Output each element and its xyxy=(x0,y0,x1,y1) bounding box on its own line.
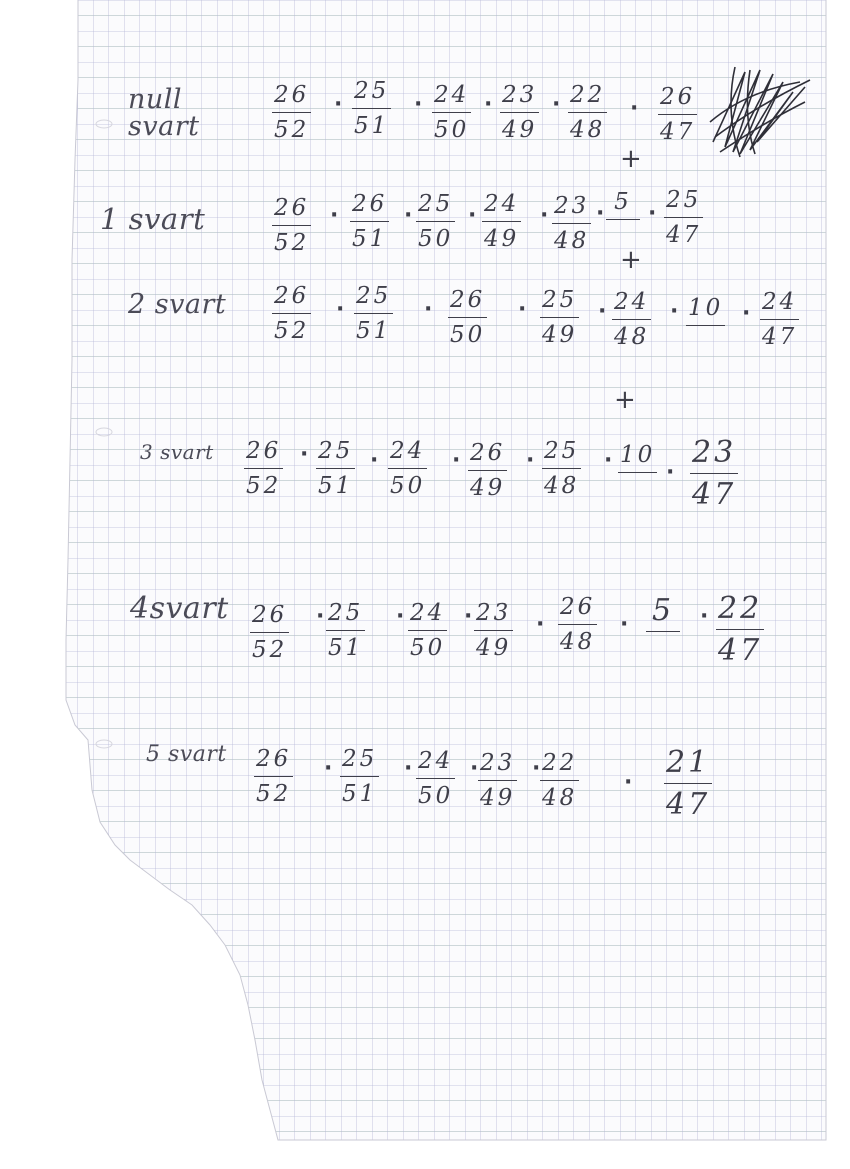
row-5-svart xyxy=(0,740,850,840)
fraction xyxy=(606,191,640,226)
multiply-dot: · xyxy=(424,297,433,322)
multiply-dot: · xyxy=(540,203,549,228)
numerator: 22 xyxy=(542,750,578,776)
multiply-dot: · xyxy=(670,299,679,324)
denominator: 52 xyxy=(252,637,288,663)
fraction xyxy=(542,440,581,498)
fraction-bar xyxy=(408,630,447,631)
fraction xyxy=(326,602,365,660)
fraction-bar xyxy=(540,780,579,781)
multiply-dot: · xyxy=(316,604,325,629)
denominator: 50 xyxy=(418,783,454,809)
denominator: 52 xyxy=(274,318,310,344)
fraction-bar xyxy=(474,630,513,631)
multiply-dot: · xyxy=(596,201,605,226)
multiply-dot: · xyxy=(464,604,473,629)
fraction xyxy=(540,289,579,347)
row-label: null svart xyxy=(128,84,200,142)
plus-sign: + xyxy=(620,144,642,174)
row-4-svart xyxy=(0,590,850,690)
multiply-dot: · xyxy=(334,92,343,117)
denominator: 50 xyxy=(390,473,426,499)
fraction-bar xyxy=(540,317,579,318)
numerator: 5 xyxy=(651,593,675,628)
fraction xyxy=(272,197,311,255)
denominator: 48 xyxy=(570,117,606,143)
fraction xyxy=(664,189,703,247)
denominator: 51 xyxy=(354,113,390,139)
numerator: 21 xyxy=(666,745,711,780)
fraction-bar xyxy=(612,319,651,320)
fraction xyxy=(568,84,607,142)
multiply-dot: · xyxy=(300,442,309,467)
denominator: 51 xyxy=(328,635,364,661)
multiply-dot: · xyxy=(404,203,413,228)
fraction-bar xyxy=(478,780,517,781)
multiply-dot: · xyxy=(414,92,423,117)
fraction-bar xyxy=(340,776,379,777)
fraction xyxy=(250,604,289,662)
fraction xyxy=(664,745,712,822)
fraction xyxy=(272,84,311,142)
fraction xyxy=(272,285,311,343)
denominator: 49 xyxy=(484,226,520,252)
row-2-svart xyxy=(0,283,850,415)
numerator: 23 xyxy=(692,435,737,470)
numerator: 25 xyxy=(342,746,378,772)
fraction-bar xyxy=(244,468,283,469)
numerator: 26 xyxy=(252,602,288,628)
denominator: 51 xyxy=(342,781,378,807)
fraction-bar xyxy=(388,468,427,469)
fraction xyxy=(760,291,799,349)
row-1-svart xyxy=(0,185,850,285)
denominator: 50 xyxy=(450,322,486,348)
multiply-dot: · xyxy=(536,612,545,637)
fraction xyxy=(474,602,513,660)
fraction xyxy=(448,289,487,347)
row-3-svart xyxy=(0,435,850,538)
fraction-bar xyxy=(646,631,680,632)
fraction-bar xyxy=(716,629,764,630)
fraction-bar xyxy=(500,112,539,113)
fraction-bar xyxy=(354,313,393,314)
numerator: 26 xyxy=(660,84,696,110)
denominator: 52 xyxy=(256,781,292,807)
numerator: 10 xyxy=(688,295,724,321)
denominator: 47 xyxy=(666,787,711,822)
fraction-bar xyxy=(448,317,487,318)
denominator: 49 xyxy=(542,322,578,348)
fraction xyxy=(468,442,507,500)
fraction-bar xyxy=(350,221,389,222)
multiply-dot: · xyxy=(330,203,339,228)
multiply-dot: · xyxy=(552,92,561,117)
numerator: 22 xyxy=(718,591,763,626)
row-label: 1 svart xyxy=(100,202,206,236)
fraction-bar xyxy=(432,112,471,113)
multiply-dot: · xyxy=(598,299,607,324)
multiply-dot: · xyxy=(526,448,535,473)
fraction xyxy=(254,748,293,806)
numerator: 26 xyxy=(450,287,486,313)
fraction-bar xyxy=(272,225,311,226)
fraction-bar xyxy=(416,221,455,222)
numerator: 23 xyxy=(476,600,512,626)
fraction xyxy=(354,285,393,343)
denominator: 51 xyxy=(352,226,388,252)
numerator: 24 xyxy=(762,289,798,315)
denominator: 52 xyxy=(274,230,310,256)
fraction xyxy=(388,440,427,498)
multiply-dot: · xyxy=(404,756,413,781)
denominator: 49 xyxy=(470,475,506,501)
multiply-dot: · xyxy=(518,297,527,322)
denominator: 47 xyxy=(762,324,798,350)
numerator: 10 xyxy=(620,442,656,468)
numerator: 5 xyxy=(614,189,632,215)
multiply-dot: · xyxy=(370,448,379,473)
fraction-bar xyxy=(568,112,607,113)
numerator: 26 xyxy=(256,746,292,772)
fraction-bar xyxy=(326,630,365,631)
fraction xyxy=(416,750,455,808)
denominator: 52 xyxy=(246,473,282,499)
fraction-bar xyxy=(482,221,521,222)
fraction-bar xyxy=(664,783,712,784)
denominator: 47 xyxy=(666,222,702,248)
fraction-bar xyxy=(690,473,738,474)
plus-sign: + xyxy=(614,385,636,415)
fraction xyxy=(558,596,597,654)
fraction-bar xyxy=(272,313,311,314)
fraction xyxy=(500,84,539,142)
fraction-bar xyxy=(552,223,591,224)
denominator: 52 xyxy=(274,117,310,143)
numerator: 24 xyxy=(434,82,470,108)
fraction xyxy=(618,444,657,479)
multiply-dot: · xyxy=(532,756,541,781)
row-label: 4svart xyxy=(130,591,229,626)
fraction-bar xyxy=(664,217,703,218)
numerator: 24 xyxy=(614,289,650,315)
numerator: 25 xyxy=(418,191,454,217)
fraction-bar xyxy=(606,219,640,220)
fraction xyxy=(408,602,447,660)
fraction-bar xyxy=(658,114,697,115)
numerator: 25 xyxy=(318,438,354,464)
numerator: 25 xyxy=(542,287,578,313)
fraction-bar xyxy=(542,468,581,469)
denominator: 48 xyxy=(544,473,580,499)
fraction xyxy=(244,440,283,498)
denominator: 47 xyxy=(692,477,737,512)
numerator: 22 xyxy=(570,82,606,108)
numerator: 25 xyxy=(354,78,390,104)
fraction xyxy=(612,291,651,349)
denominator: 47 xyxy=(660,119,696,145)
multiply-dot: · xyxy=(468,203,477,228)
numerator: 24 xyxy=(390,438,426,464)
fraction xyxy=(478,752,517,810)
fraction-bar xyxy=(316,468,355,469)
numerator: 26 xyxy=(560,594,596,620)
denominator: 48 xyxy=(554,228,590,254)
numerator: 26 xyxy=(352,191,388,217)
numerator: 26 xyxy=(246,438,282,464)
fraction-bar xyxy=(618,472,657,473)
multiply-dot: · xyxy=(624,770,633,795)
fraction xyxy=(416,193,455,251)
fraction-bar xyxy=(254,776,293,777)
denominator: 51 xyxy=(356,318,392,344)
multiply-dot: · xyxy=(604,448,613,473)
numerator: 26 xyxy=(274,195,310,221)
fraction xyxy=(350,193,389,251)
row-label: 3 svart xyxy=(140,440,214,464)
multiply-dot: · xyxy=(630,96,639,121)
denominator: 51 xyxy=(318,473,354,499)
fraction-bar xyxy=(352,108,391,109)
fraction-bar xyxy=(558,624,597,625)
numerator: 23 xyxy=(554,193,590,219)
fraction-bar xyxy=(272,112,311,113)
fraction xyxy=(552,195,591,253)
denominator: 50 xyxy=(434,117,470,143)
denominator: 47 xyxy=(718,633,763,668)
fraction-bar xyxy=(760,319,799,320)
denominator: 48 xyxy=(542,785,578,811)
numerator: 26 xyxy=(470,440,506,466)
numerator: 26 xyxy=(274,82,310,108)
multiply-dot: · xyxy=(324,756,333,781)
multiply-dot: · xyxy=(666,460,675,485)
denominator: 49 xyxy=(480,785,516,811)
multiply-dot: · xyxy=(336,297,345,322)
denominator: 49 xyxy=(502,117,538,143)
fraction xyxy=(646,593,680,638)
denominator: 48 xyxy=(614,324,650,350)
multiply-dot: · xyxy=(620,612,629,637)
row-label: 2 svart xyxy=(128,289,227,320)
scribble-mark xyxy=(705,62,815,162)
denominator: 48 xyxy=(560,629,596,655)
fraction xyxy=(432,84,471,142)
multiply-dot: · xyxy=(452,448,461,473)
numerator: 25 xyxy=(544,438,580,464)
numerator: 24 xyxy=(484,191,520,217)
numerator: 25 xyxy=(356,283,392,309)
denominator: 49 xyxy=(476,635,512,661)
numerator: 24 xyxy=(410,600,446,626)
fraction xyxy=(540,752,579,810)
multiply-dot: · xyxy=(484,92,493,117)
numerator: 24 xyxy=(418,748,454,774)
numerator: 25 xyxy=(666,187,702,213)
numerator: 25 xyxy=(328,600,364,626)
multiply-dot: · xyxy=(648,201,657,226)
row-label: 5 svart xyxy=(146,742,227,767)
fraction xyxy=(716,591,764,668)
multiply-dot: · xyxy=(700,604,709,629)
multiply-dot: · xyxy=(742,301,751,326)
fraction xyxy=(340,748,379,806)
fraction xyxy=(482,193,521,251)
fraction-bar xyxy=(250,632,289,633)
numerator: 23 xyxy=(480,750,516,776)
denominator: 50 xyxy=(410,635,446,661)
fraction-bar xyxy=(468,470,507,471)
fraction xyxy=(658,86,697,144)
fraction xyxy=(686,297,725,332)
denominator: 50 xyxy=(418,226,454,252)
numerator: 26 xyxy=(274,283,310,309)
fraction-bar xyxy=(416,778,455,779)
fraction xyxy=(690,435,738,512)
fraction-bar xyxy=(686,325,725,326)
numerator: 23 xyxy=(502,82,538,108)
fraction xyxy=(316,440,355,498)
multiply-dot: · xyxy=(470,756,479,781)
multiply-dot: · xyxy=(396,604,405,629)
plus-sign: + xyxy=(620,245,642,275)
fraction xyxy=(352,80,391,138)
